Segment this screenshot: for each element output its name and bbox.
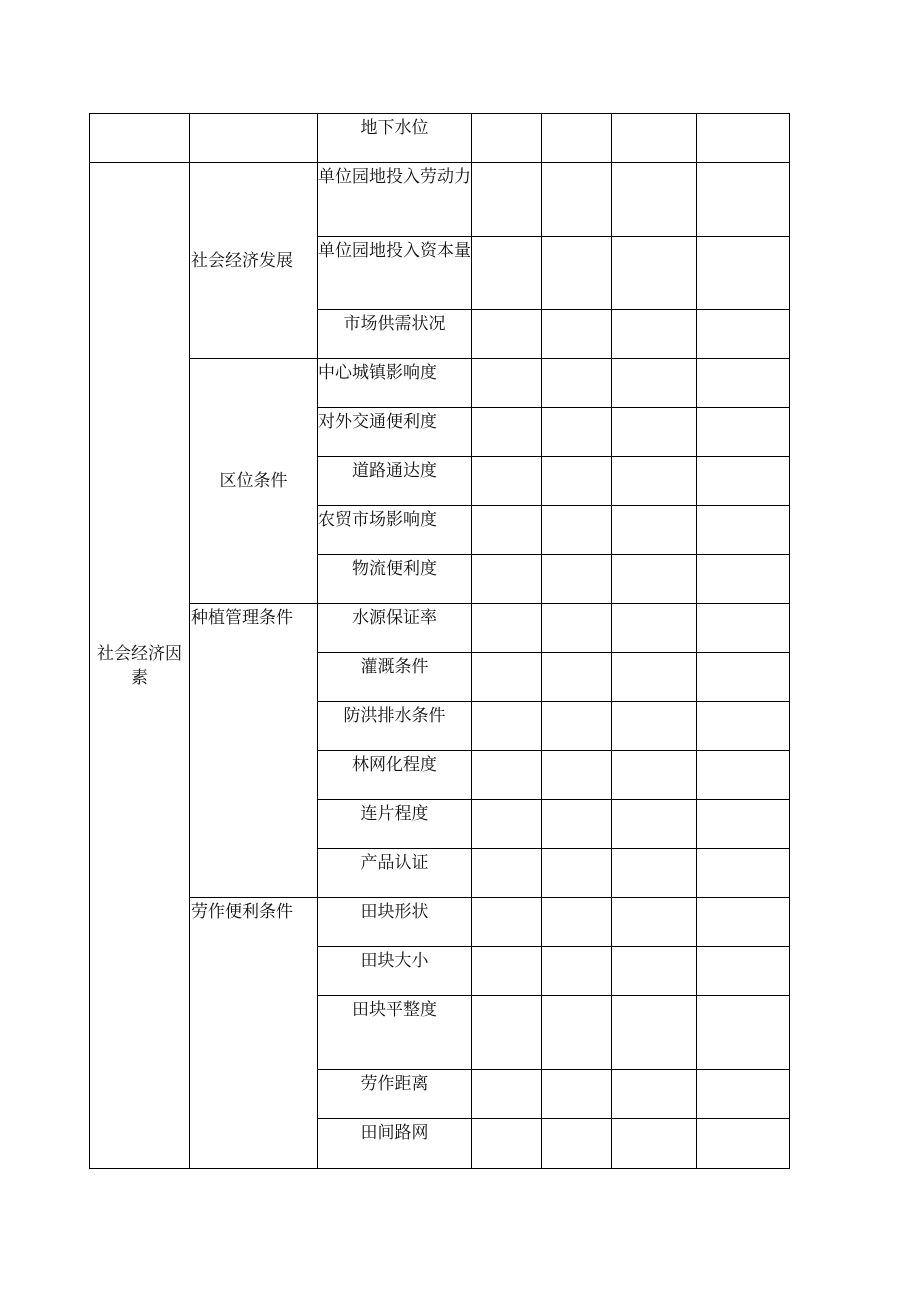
indicator-forest-net: 林网化程度 (318, 751, 472, 800)
value-cell (542, 898, 612, 947)
value-cell (612, 996, 697, 1070)
value-cell (542, 702, 612, 751)
indicator-traffic-convenience: 对外交通便利度 (318, 408, 472, 457)
value-cell (472, 898, 542, 947)
table-row (90, 163, 790, 237)
value-cell (472, 506, 542, 555)
indicator-product-cert: 产品认证 (318, 849, 472, 898)
value-cell (542, 237, 612, 310)
value-cell (697, 457, 790, 506)
value-cell (612, 1070, 697, 1119)
value-cell (542, 653, 612, 702)
value-cell (697, 1070, 790, 1119)
value-cell (542, 1070, 612, 1119)
value-cell (697, 555, 790, 604)
factor-label: 社会经济因素 (97, 643, 182, 688)
value-cell (612, 898, 697, 947)
value-cell (612, 800, 697, 849)
value-cell (697, 653, 790, 702)
indicator-field-shape: 田块形状 (318, 898, 472, 947)
table-row (90, 604, 790, 653)
value-cell (542, 849, 612, 898)
value-cell (472, 751, 542, 800)
value-cell (542, 555, 612, 604)
value-cell (697, 163, 790, 237)
value-cell (697, 359, 790, 408)
value-cell (542, 310, 612, 359)
value-cell (542, 604, 612, 653)
indicator-field-size: 田块大小 (318, 947, 472, 996)
value-cell (612, 310, 697, 359)
table-row (90, 114, 790, 163)
value-cell (472, 408, 542, 457)
value-cell (612, 947, 697, 996)
value-cell (542, 506, 612, 555)
table-row (90, 898, 790, 947)
value-cell (697, 506, 790, 555)
value-cell (472, 1119, 542, 1169)
indicator-field-roads: 田间路网 (318, 1119, 472, 1169)
value-cell (472, 849, 542, 898)
value-cell (542, 114, 612, 163)
value-cell (612, 849, 697, 898)
indicator-market-supply: 市场供需状况 (318, 310, 472, 359)
value-cell (612, 702, 697, 751)
value-cell (612, 751, 697, 800)
evaluation-factor-table (89, 113, 790, 1169)
indicator-irrigation: 灌溉条件 (318, 653, 472, 702)
value-cell (697, 702, 790, 751)
value-cell (612, 1119, 697, 1169)
value-cell (472, 163, 542, 237)
indicator-work-distance: 劳作距离 (318, 1070, 472, 1119)
value-cell (697, 849, 790, 898)
indicator-groundwater: 地下水位 (318, 114, 472, 163)
indicator-flood-drainage: 防洪排水条件 (318, 702, 472, 751)
value-cell (697, 310, 790, 359)
value-cell (472, 457, 542, 506)
indicator-water-source: 水源保证率 (318, 604, 472, 653)
value-cell (612, 408, 697, 457)
value-cell (542, 947, 612, 996)
value-cell (612, 506, 697, 555)
value-cell (542, 163, 612, 237)
value-cell (472, 947, 542, 996)
category-planting-management: 种植管理条件 (190, 604, 318, 898)
value-cell (472, 237, 542, 310)
value-cell (542, 457, 612, 506)
indicator-logistics: 物流便利度 (318, 555, 472, 604)
factor-cell-empty (90, 114, 190, 163)
value-cell (697, 408, 790, 457)
value-cell (612, 359, 697, 408)
table-row (90, 359, 790, 408)
value-cell (542, 996, 612, 1070)
value-cell (472, 702, 542, 751)
indicator-labor-input: 单位园地投入劳动力 (318, 163, 472, 237)
value-cell (697, 604, 790, 653)
value-cell (542, 751, 612, 800)
value-cell (472, 1070, 542, 1119)
value-cell (697, 996, 790, 1070)
indicator-contiguity: 连片程度 (318, 800, 472, 849)
indicator-market-influence: 农贸市场影响度 (318, 506, 472, 555)
value-cell (612, 237, 697, 310)
value-cell (542, 1119, 612, 1169)
factor-socio-economic (90, 163, 190, 1169)
value-cell (542, 408, 612, 457)
value-cell (612, 653, 697, 702)
category-location: 区位条件 (190, 359, 318, 604)
value-cell (472, 359, 542, 408)
indicator-capital-input: 单位园地投入资本量 (318, 237, 472, 310)
value-cell (697, 800, 790, 849)
value-cell (697, 114, 790, 163)
value-cell (472, 114, 542, 163)
value-cell (472, 604, 542, 653)
indicator-field-flatness: 田块平整度 (318, 996, 472, 1070)
value-cell (612, 604, 697, 653)
value-cell (472, 555, 542, 604)
category-labor-convenience: 劳作便利条件 (190, 898, 318, 1169)
value-cell (472, 800, 542, 849)
value-cell (472, 653, 542, 702)
value-cell (697, 237, 790, 310)
value-cell (472, 996, 542, 1070)
indicator-road-access: 道路通达度 (318, 457, 472, 506)
value-cell (697, 947, 790, 996)
value-cell (612, 457, 697, 506)
indicator-town-influence: 中心城镇影响度 (318, 359, 472, 408)
value-cell (542, 359, 612, 408)
value-cell (697, 898, 790, 947)
value-cell (542, 800, 612, 849)
category-cell-empty (190, 114, 318, 163)
value-cell (612, 555, 697, 604)
value-cell (472, 310, 542, 359)
category-socio-economic-development: 社会经济发展 (190, 163, 318, 359)
value-cell (612, 114, 697, 163)
value-cell (697, 751, 790, 800)
value-cell (697, 1119, 790, 1169)
value-cell (612, 163, 697, 237)
